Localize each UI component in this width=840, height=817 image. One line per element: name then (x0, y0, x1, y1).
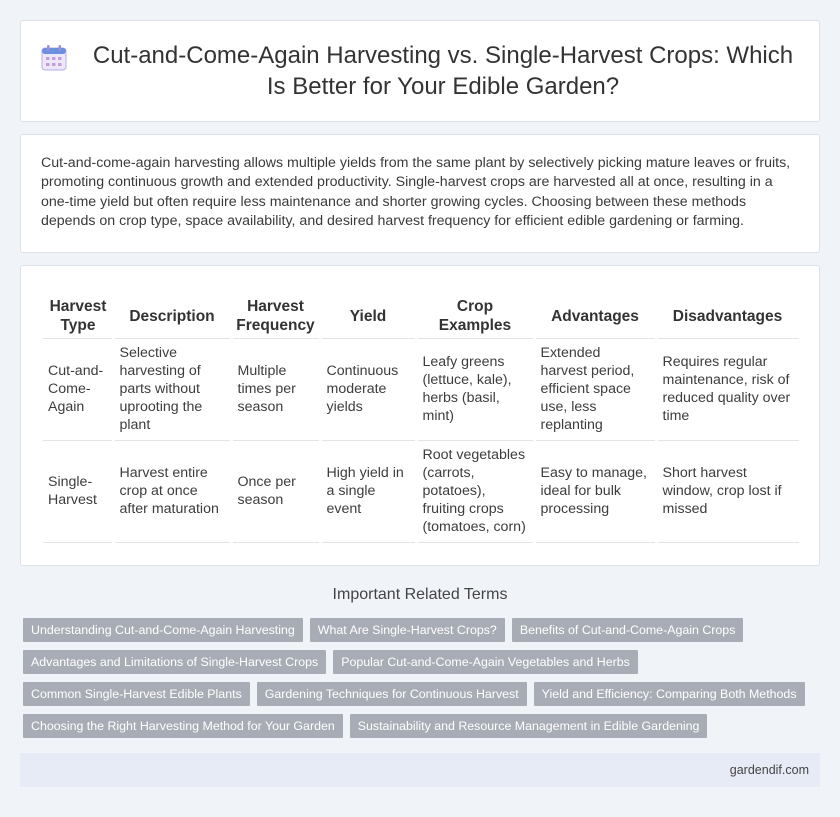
table-cell: Single-Harvest (43, 440, 113, 542)
related-term-tag[interactable]: Understanding Cut-and-Come-Again Harvesting (23, 618, 303, 642)
title-wrap (40, 40, 800, 102)
header-harvest-frequency: Harvest Frequency (231, 288, 320, 338)
table-cell: Selective harvesting of parts without uprooting the plant (113, 338, 231, 440)
table-row (43, 440, 799, 542)
related-term-tag[interactable]: Popular Cut-and-Come-Again Vegetables and Herbs (333, 650, 638, 674)
related-terms-tags (23, 618, 818, 746)
header-harvest-type: Harvest Type (43, 288, 113, 338)
table-cell: Short harvest window, crop lost if missed (656, 440, 799, 542)
header-advantages: Advantages (534, 288, 656, 338)
table-cell: Leafy greens (lettuce, kale), herbs (basil, mint) (416, 338, 534, 440)
table-cell: Root vegetables (carrots, potatoes), fruiting crops (tomatoes, corn) (416, 440, 534, 542)
table-cell: Cut-and-Come-Again (43, 338, 113, 440)
table-cell: Requires regular maintenance, risk of reduced quality over time (656, 338, 799, 440)
header-card (20, 20, 820, 122)
table-header-row (43, 288, 799, 338)
intro-card (20, 134, 820, 253)
related-term-tag[interactable]: What Are Single-Harvest Crops? (310, 618, 505, 642)
header-crop-examples: Crop Examples (416, 288, 534, 338)
related-term-tag[interactable]: Advantages and Limitations of Single-Harvest Crops (23, 650, 326, 674)
related-terms-title: Important Related Terms (332, 586, 508, 603)
header-description: Description (113, 288, 231, 338)
table-cell: Once per season (231, 440, 320, 542)
related-term-tag[interactable]: Gardening Techniques for Continuous Harvest (257, 682, 527, 706)
comparison-table (43, 288, 799, 543)
header-disadvantages: Disadvantages (656, 288, 799, 338)
header-yield: Yield (320, 288, 416, 338)
tag-row (23, 650, 818, 674)
table-cell: Harvest entire crop at once after maturation (113, 440, 231, 542)
page-title: Cut-and-Come-Again Harvesting vs. Single-Harvest Crops: Which Is Better for Your Edible Garden? (92, 42, 794, 100)
tag-row (23, 682, 818, 706)
footer (20, 753, 820, 787)
table-cell: Continuous moderate yields (320, 338, 416, 440)
footer-site-link[interactable]: gardendif.com (729, 763, 809, 777)
table-cell: Extended harvest period, efficient space use, less replanting (534, 338, 656, 440)
table-cell: High yield in a single event (320, 440, 416, 542)
tag-row (23, 618, 818, 642)
related-term-tag[interactable]: Yield and Efficiency: Comparing Both Methods (534, 682, 805, 706)
comparison-table-card (20, 265, 820, 566)
tag-row (23, 714, 818, 738)
related-term-tag[interactable]: Benefits of Cut-and-Come-Again Crops (512, 618, 744, 642)
related-term-tag[interactable]: Sustainability and Resource Management in Edible Gardening (350, 714, 708, 738)
table-row (43, 338, 799, 440)
calendar-icon (40, 44, 68, 72)
related-term-tag[interactable]: Common Single-Harvest Edible Plants (23, 682, 250, 706)
intro-text: Cut-and-come-again harvesting allows multiple yields from the same plant by selectively picking mature leaves or fruits, promoting continuous growth and extended productivity. Single-harvest crops are harvested all at once, resulting in a one-time yield but often require less maintenance and shorter growing cycles. Choosing between these methods depends on crop type, space availability, and desired harvest frequency for efficient edible gardening or farming. (41, 155, 791, 230)
table-cell: Easy to manage, ideal for bulk processing (534, 440, 656, 542)
table-cell: Multiple times per season (231, 338, 320, 440)
related-term-tag[interactable]: Choosing the Right Harvesting Method for Your Garden (23, 714, 343, 738)
